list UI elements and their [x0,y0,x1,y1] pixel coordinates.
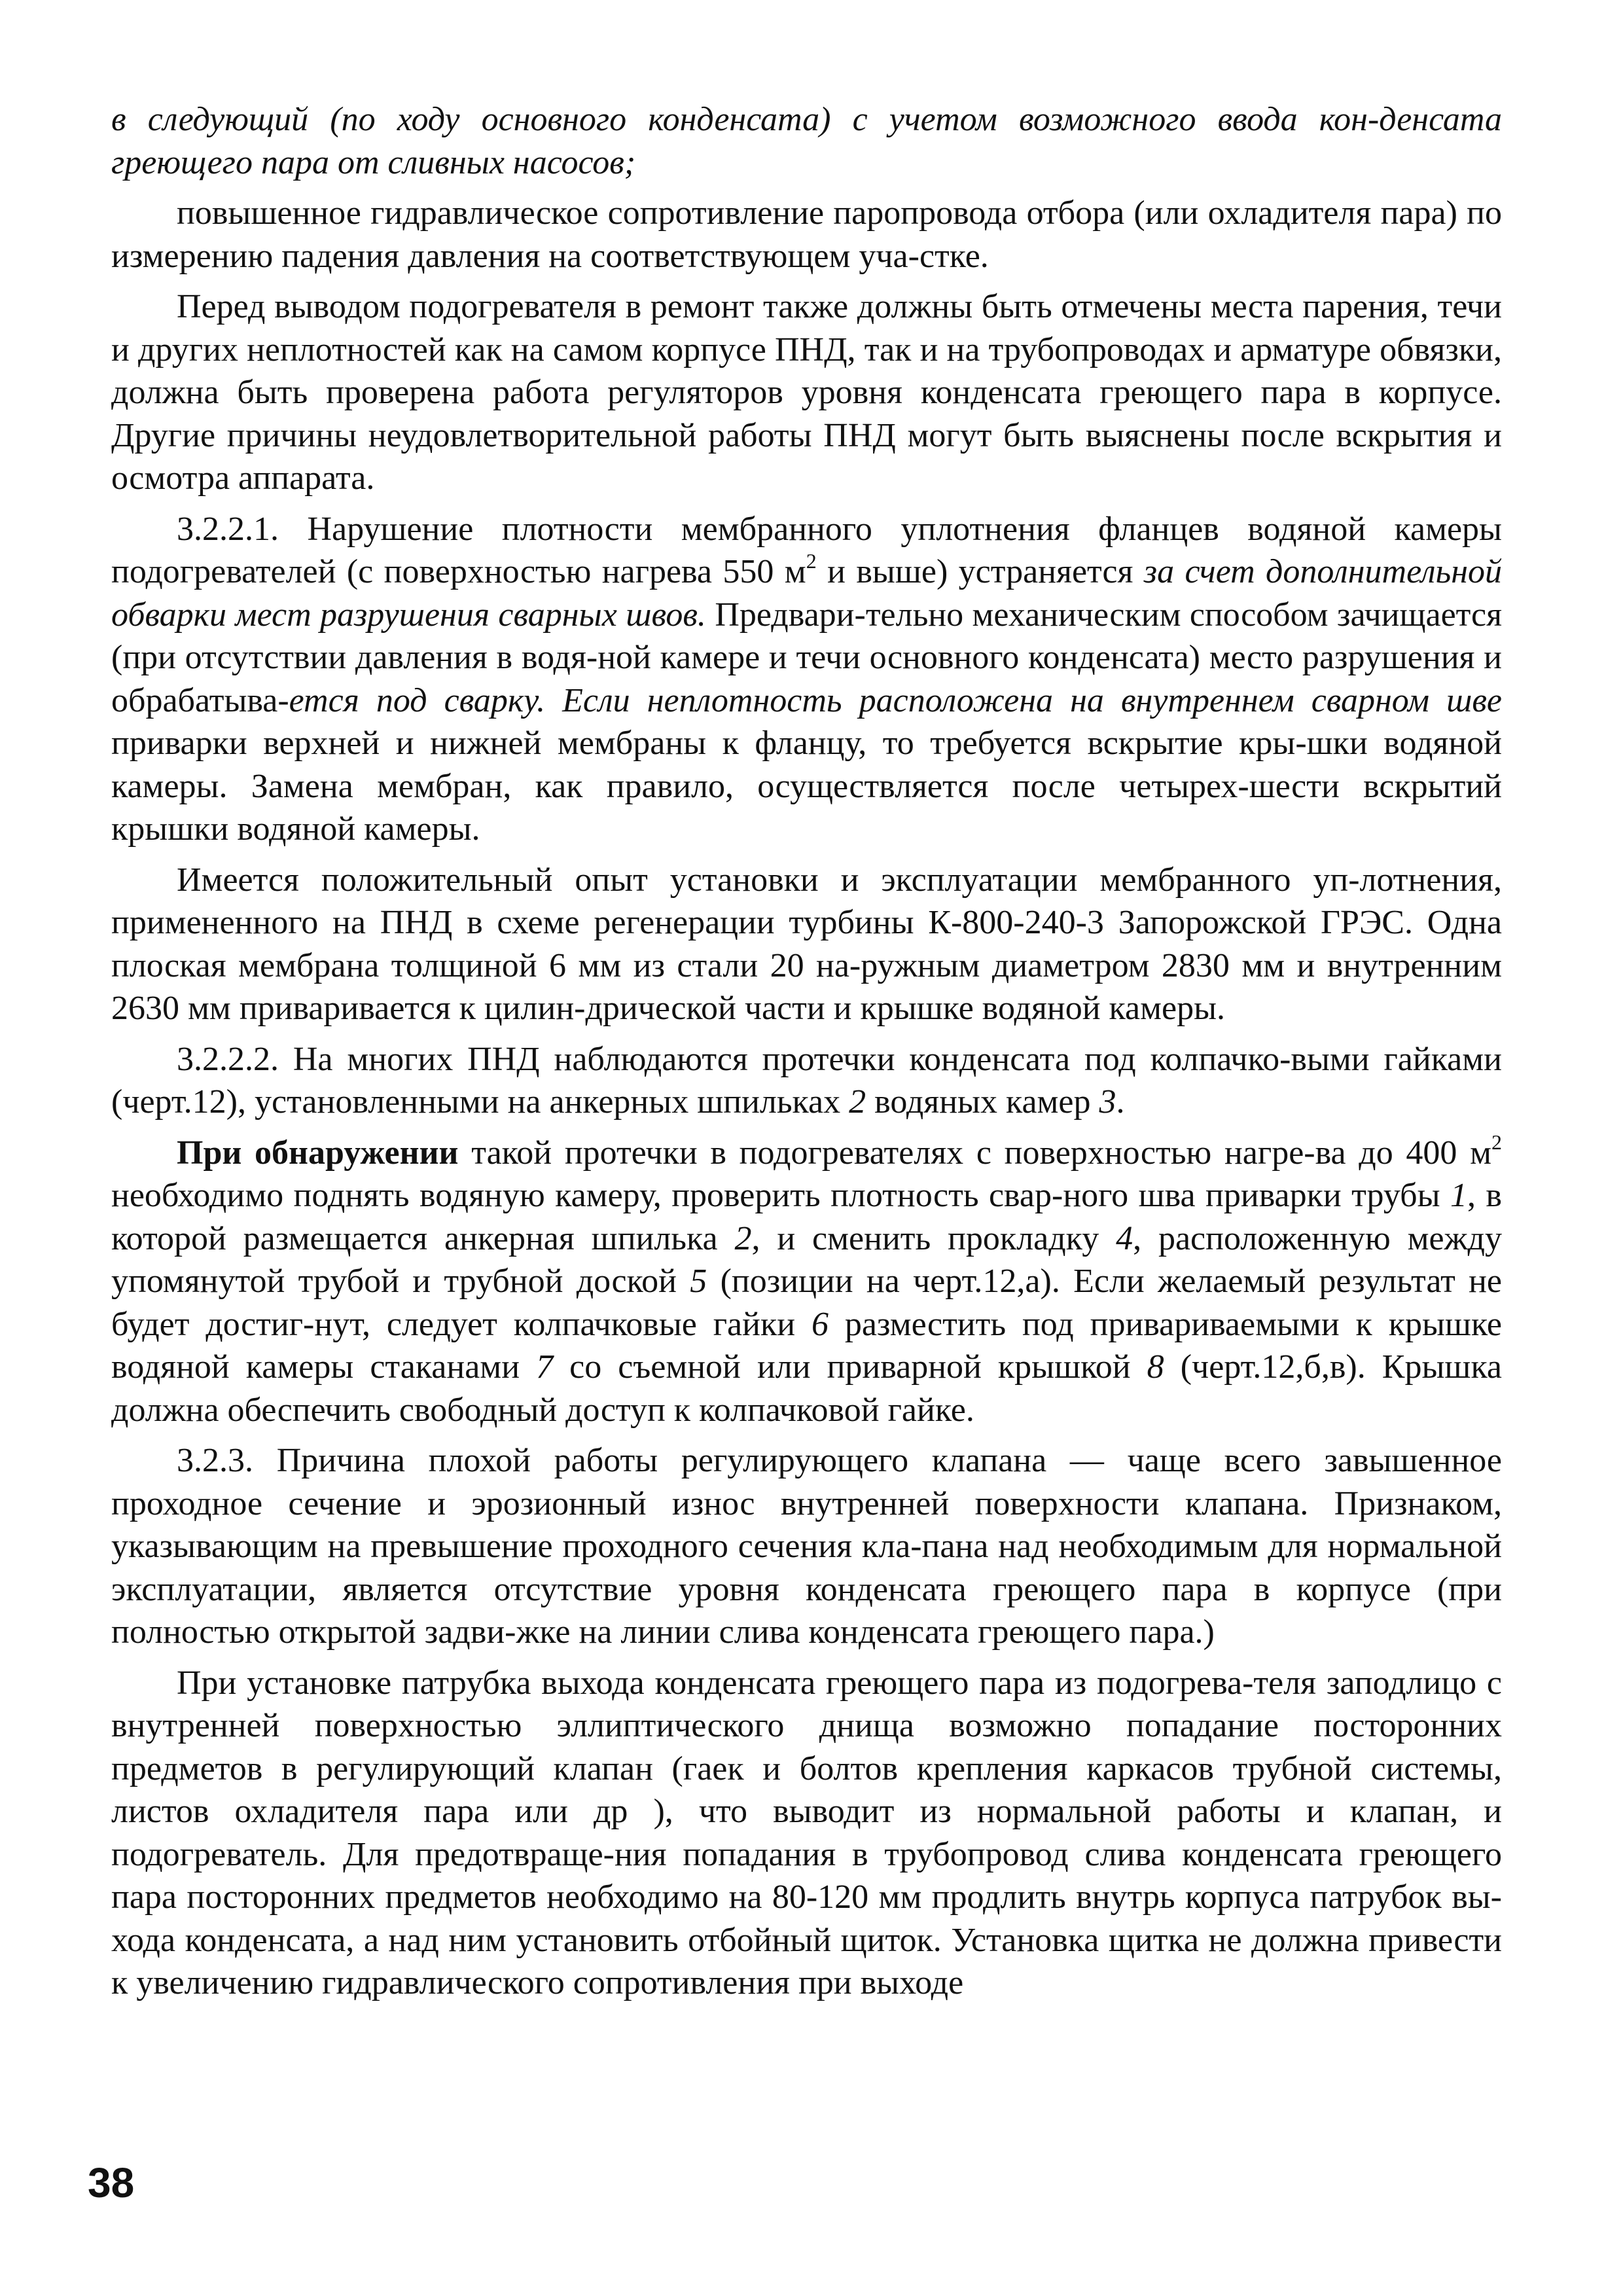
paragraph [111,285,1502,500]
text-run: приварки верхней и нижней мембраны к фланцу, то требуется вскрытие кры-шки водяной камеры. Замена мембран, как правило, осуществляется после четырех-шести вскрытий крышки водяной камеры. [111,725,1502,848]
text-run: 4 [1116,1219,1133,1257]
text-run: 1 [1450,1177,1467,1214]
text-run: такой протечки в подогревателях с поверхностью нагре-ва до 400 м [458,1134,1491,1172]
text-run: . [1116,1083,1125,1121]
text-run: повышенное гидравлическое сопротивление паропровода отбора (или охладителя пара) по измерению падения давления на соответствующем уча-стке. [111,194,1502,275]
page-number: 38 [88,2159,135,2206]
text-run: При установке патрубка выхода конденсата греющего пара из подогрева-теля заподлицо с внутренней поверхностью эллиптического днища возможно попадание посторонних предметов в регулирующий клапан (гаек и болтов крепления каркасов трубной системы, листов охладителя пара или др ), что выводит из нормальной работы и клапан, и подогреватель. Для предотвраще-ния попадания в трубопровод слива конденсата греющего пара посторонних предметов необходимо на 80-120 мм продлить внутрь корпуса патрубок вы-хода конденсата, а над ним установить отбойный щиток. Установка щитка не должна привести к увеличению гидравлического сопротивления при выходе [111,1664,1502,2001]
text-run: 6 [811,1305,829,1343]
text-run: Предвари-тельно механическим способом зачищается (при отсутствии давления в водя-ной камере и течи основного конденсата) место разрушения и обрабатыва- [111,596,1503,719]
text-run: водяных камер [866,1083,1099,1121]
text-run: 3.2.2.1. Нарушение плотности мембранного уплотнения фланцев водяной камеры подогревателей (с поверхностью нагрева 550 м [111,510,1502,590]
text-run: необходимо поднять водяную камеру, проверить плотность свар-ного шва приварки трубы [111,1177,1450,1214]
page-body [111,98,1502,2005]
paragraph [111,192,1502,278]
text-run: (позиции на черт.12,а). Если желаемый результат не будет достиг-нут, следует колпачковые гайки [111,1263,1502,1343]
superscript: 2 [1491,1130,1502,1154]
paragraph [111,1038,1502,1124]
text-run: за счет дополнительной обварки мест разрушения сварных швов. [111,553,1502,634]
text-run: 7 [536,1348,554,1386]
text-run: в следующий (по ходу основного конденсата) с учетом возможного ввода кон-денсата греющего пара от сливных насосов; [111,101,1502,181]
text-run: 2 [734,1219,752,1257]
superscript: 2 [806,549,817,573]
text-run: , в которой размещается анкерная шпилька [111,1177,1502,1257]
paragraph [111,98,1502,184]
text-run: 3 [1099,1083,1116,1121]
text-run: , расположенную между упомянутой трубой и трубной доской [111,1219,1503,1300]
text-run: , и сменить прокладку [751,1219,1116,1257]
paragraph [111,1439,1502,1654]
text-run: 8 [1147,1348,1164,1386]
text-run: ется под сварку. Если неплотность расположена на внутреннем сварном шве [289,681,1502,719]
paragraph [111,859,1502,1030]
text-run: со съемной или приварной крышкой [553,1348,1147,1386]
text-run: При обнаружении [177,1134,459,1172]
text-run: и выше) устраняется [816,553,1144,590]
paragraph [111,508,1502,851]
paragraph [111,1662,1502,2005]
text-run: 3.2.2.2. На многих ПНД наблюдаются протечки конденсата под колпачко-выми гайками (черт.12), установленными на анкерных шпильках [111,1040,1502,1121]
text-run: 5 [690,1263,707,1300]
text-run: 2 [849,1083,866,1121]
text-run: Имеется положительный опыт установки и эксплуатации мембранного уп-лотнения, примененного на ПНД в схеме регенерации турбины К-800-240-3 Запорожской ГРЭС. Одна плоская мембрана толщиной 6 мм из стали 20 на-ружным диаметром 2830 мм и внутренним 2630 мм приваривается к цилин-дрической части и крышке водяной камеры. [111,861,1502,1027]
text-run: разместить под привариваемыми к крышке водяной камеры стаканами [111,1305,1502,1386]
paragraph [111,1132,1502,1432]
text-run: (черт.12,б,в). Крышка должна обеспечить свободный доступ к колпачковой гайке. [111,1348,1502,1429]
text-run: Перед выводом подогревателя в ремонт также должны быть отмечены места парения, течи и других неплотностей как на самом корпусе ПНД, так и на трубопроводах и арматуре обвязки, должна быть проверена работа регуляторов уровня конденсата греющего пара в корпусе. Другие причины неудовлетворительной работы ПНД могут быть выяснены после вскрытия и осмотра аппарата. [111,288,1502,497]
text-run: 3.2.3. Причина плохой работы регулирующего клапана — чаще всего завышенное проходное сечение и эрозионный износ внутренней поверхности клапана. Признаком, указывающим на превышение проходного сечения кла-пана над необходимым для нормальной эксплуатации, является отсутствие уровня конденсата греющего пара в корпусе (при полностью открытой задви-жке на линии слива конденсата греющего пара.) [111,1442,1502,1651]
